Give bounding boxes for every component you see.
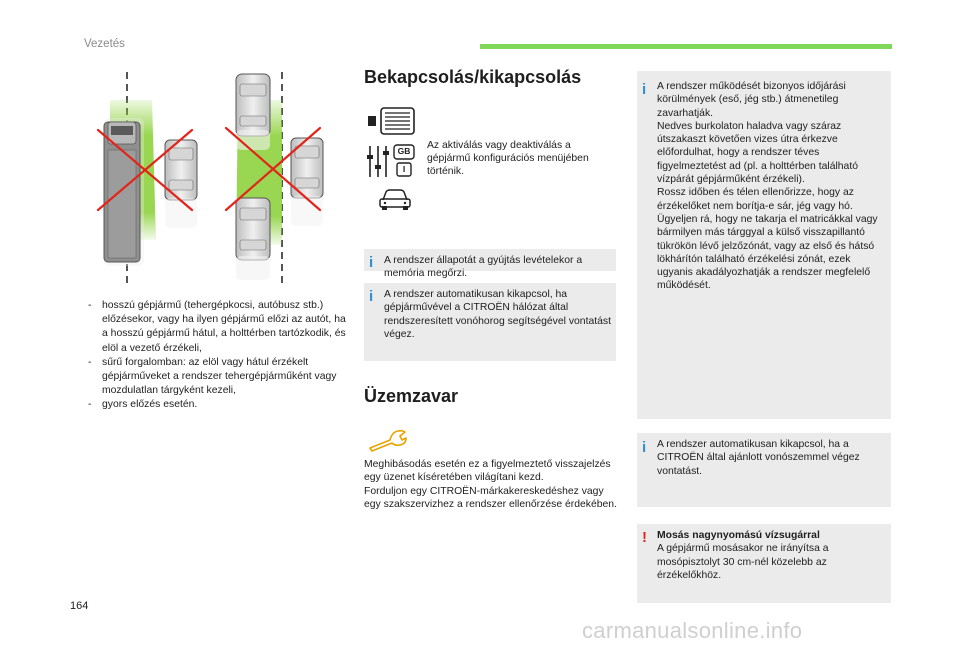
info-icon: i	[369, 288, 374, 305]
note-memory: i A rendszer állapotát a gyújtás levételekor a memória megőrzi.	[364, 249, 616, 271]
settings-sliders-icon	[364, 143, 420, 179]
condition-list	[88, 299, 350, 413]
watermark: carmanualsonline.info	[582, 618, 803, 643]
warning-high-pressure	[637, 524, 891, 603]
warning-text: A gépjármű mosásakor ne irányítsa a mosópisztolyt 30 cm-nél közelebb az érzékelőkhöz.	[657, 543, 829, 581]
page-number: 164	[70, 600, 89, 612]
section-title: Vezetés	[84, 38, 125, 50]
list-item: - hosszú gépjármű (tehergépkocsi, autóbusz stb.) előzésekor, vagy ha ilyen gépjármű előzi az autót, ha a hosszú gépjármű hátul, a holttérben tartózkodik, és elöl a vezető érzékeli,	[88, 300, 346, 354]
car-front-icon	[364, 186, 420, 212]
car-shape-top	[236, 74, 270, 150]
fault-text: Meghibásodás esetén ez a figyelmeztető visszajelzés egy üzenet kíséretében világítani kezd. Forduljon egy CITROËN-márkakereskedéshez vagy egy szakszervizhez a rendszer ellenőrzése érdekében.	[364, 459, 617, 510]
car-shape-bottom	[236, 198, 270, 280]
note-towing: i A rendszer automatikusan kikapcsol, ha gépjárművével a CITROËN hálózat által rendszeresített vonóhorog segítségével vontatást végez.	[364, 283, 616, 361]
settings-badge-i: I	[402, 164, 406, 174]
settings-badge-gb: GB	[397, 146, 411, 156]
car-shape-middle-left	[165, 140, 197, 228]
note-weather: i A rendszer működését bizonyos időjárási körülmények (eső, jég stb.) átmenetileg zavarhatják. Nedves burkolaton haladva vagy száraz útszakaszt követően vizes útra érkezve előfordulhat, hogy a rendszer téves figyelmeztetést ad (pl. a holttérben található vízpárát gépjárműként érzékeli). Rossz időben és télen ellenőrizze, hogy az érzékelőket nem borítja-e sár, jég vagy hó. Ügyeljen rá, hogy ne takarja el matricákkal vagy bármilyen más tárggyal a külső visszapillantó tükrökön lévő jelzőzónát, vagy az első és hátsó lökhárítón található érzékelési zónát, ezek ugyanis akadályozhatják a rendszer megfelelő működését.	[637, 71, 891, 419]
info-icon: i	[642, 439, 647, 456]
section-accent-bar	[480, 44, 892, 49]
warning-title: Mosás nagynyomású vízsugárral	[657, 530, 820, 541]
note-towing-eye: i A rendszer automatikusan kikapcsol, ha a CITROËN által ajánlott vonószemmel végez vontatást.	[637, 433, 891, 507]
car-shape-right	[291, 138, 323, 226]
info-icon: i	[642, 81, 647, 98]
blind-spot-illustration	[86, 70, 341, 285]
blind-spot-diagram	[86, 70, 341, 285]
list-item: - sűrű forgalomban: az elöl vagy hátul érzékelt gépjárműveket a rendszer tehergépjárműként vagy mozdulatlan tárgyként kezeli,	[88, 356, 337, 397]
touchscreen-icon	[364, 106, 420, 136]
heading-activation: Bekapcsolás/kikapcsolás	[364, 67, 582, 87]
activation-text: Az aktiválás vagy deaktiválás a gépjármű konfigurációs menüjében történik.	[427, 140, 589, 178]
warning-icon: !	[642, 529, 647, 546]
list-item: - gyors előzés esetén.	[88, 399, 198, 411]
heading-fault: Üzemzavar	[364, 386, 459, 406]
wrench-icon	[368, 428, 408, 452]
info-icon: i	[369, 254, 374, 271]
